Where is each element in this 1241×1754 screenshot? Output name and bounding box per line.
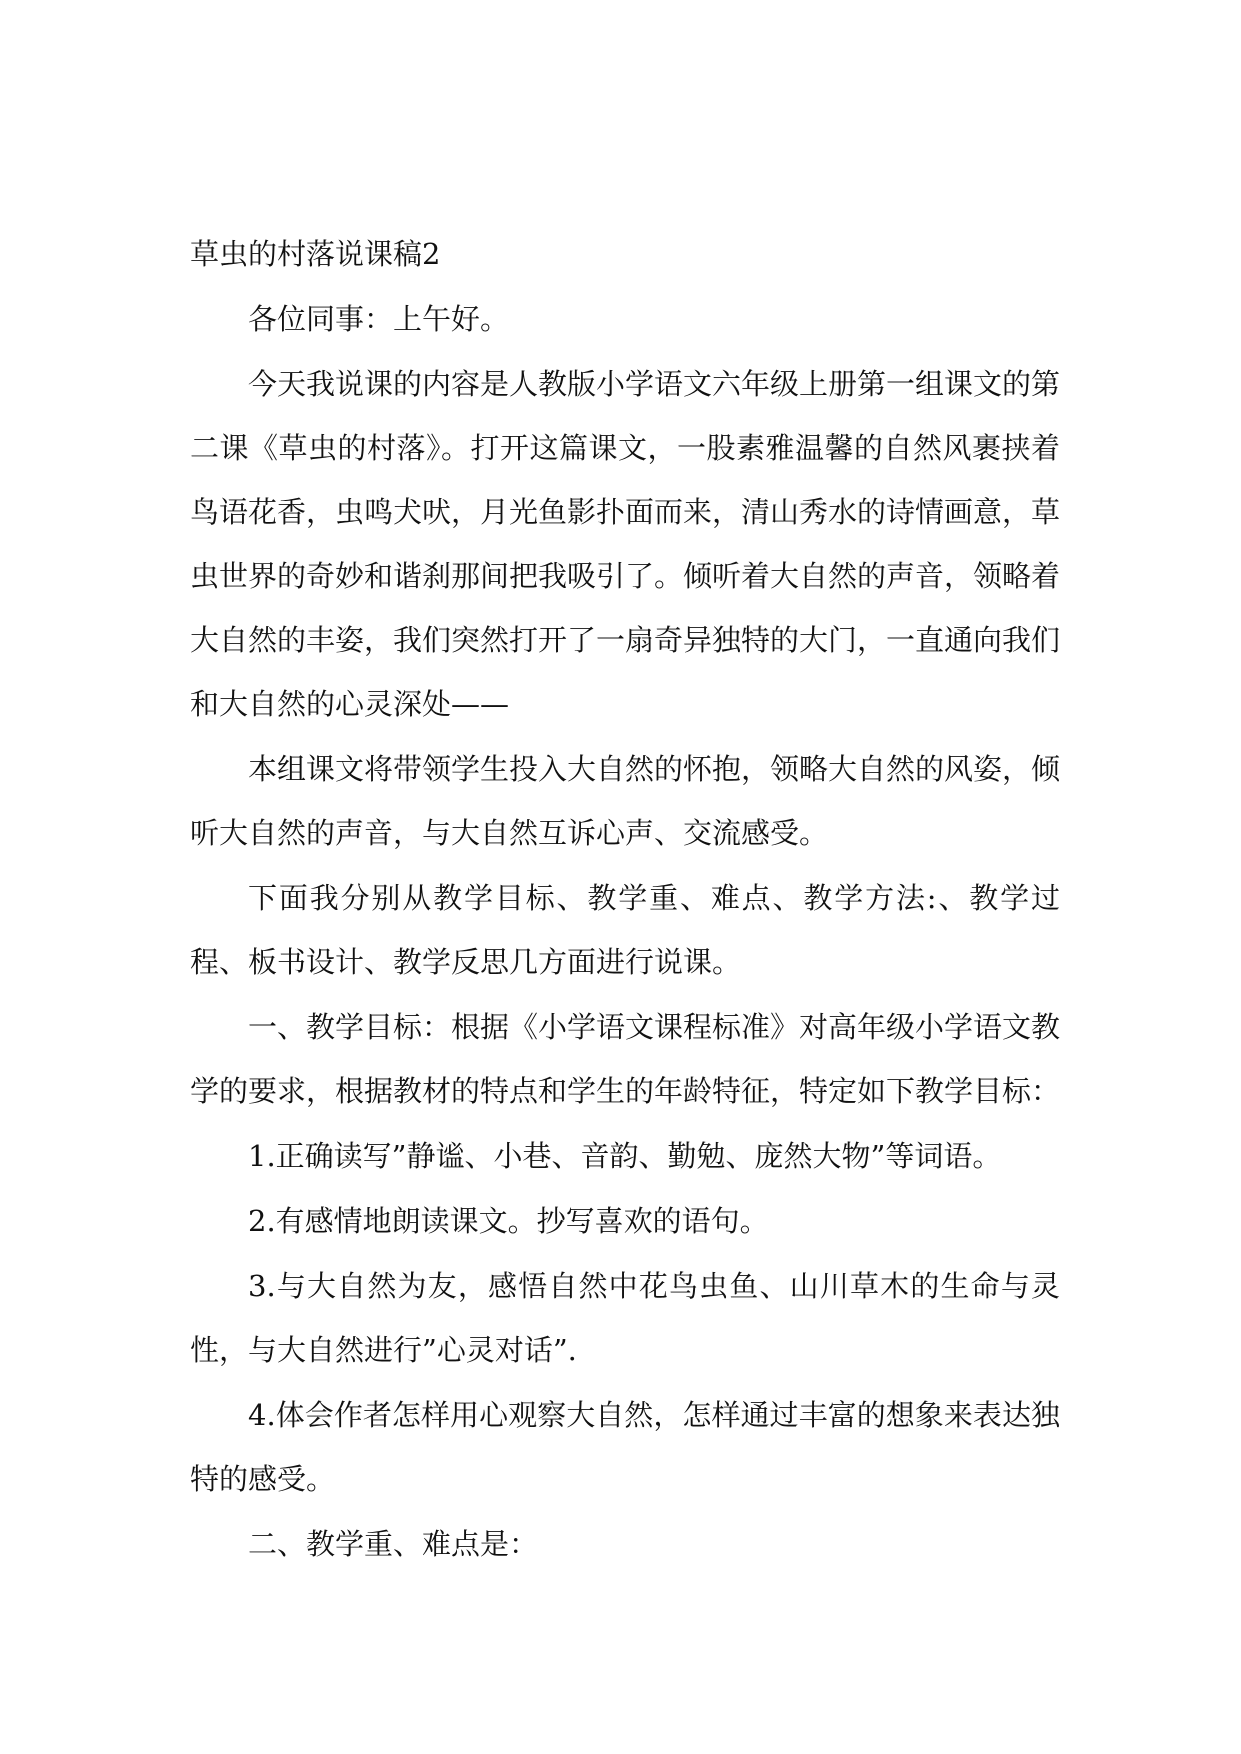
goal-item-3: 3.与大自然为友，感悟自然中花鸟虫鱼、山川草木的生命与灵性，与大自然进行”心灵对话”. — [190, 1269, 1060, 1367]
goal-item-2: 2.有感情地朗读课文。抄写喜欢的语句。 — [248, 1204, 769, 1238]
section-heading-teaching-goals: 一、教学目标：根据《小学语文课程标准》对高年级小学语文教学的要求，根据教材的特点和学生的年龄特征，特定如下教学目标： — [190, 1010, 1061, 1108]
paragraph-unit-overview: 本组课文将带领学生投入大自然的怀抱，领略大自然的风姿，倾听大自然的声音，与大自然互诉心声、交流感受。 — [190, 752, 1061, 850]
document-body — [190, 222, 1060, 1577]
section-heading-key-points: 二、教学重、难点是： — [248, 1527, 539, 1561]
goal-item-1: 1.正确读写”静谧、小巷、音韵、勤勉、庞然大物”等词语。 — [248, 1139, 1002, 1173]
paragraph-introduction: 今天我说课的内容是人教版小学语文六年级上册第一组课文的第二课《草虫的村落》。打开这篇课文，一股素雅温馨的自然风裹挟着鸟语花香，虫鸣犬吠，月光鱼影扑面而来，清山秀水的诗情画意，草虫世界的奇妙和谐刹那间把我吸引了。倾听着大自然的声音，领略着大自然的丰姿，我们突然打开了一扇奇异独特的大门，一直通向我们和大自然的心灵深处—— — [190, 367, 1061, 721]
paragraph-outline: 下面我分别从教学目标、教学重、难点、教学方法:、教学过程、板书设计、教学反思几方面进行说课。 — [190, 881, 1060, 979]
paragraph-greeting: 各位同事：上午好。 — [248, 302, 510, 336]
goal-item-4: 4.体会作者怎样用心观察大自然，怎样通过丰富的想象来表达独特的感受。 — [190, 1398, 1060, 1496]
document-title: 草虫的村落说课稿2 — [190, 237, 441, 271]
